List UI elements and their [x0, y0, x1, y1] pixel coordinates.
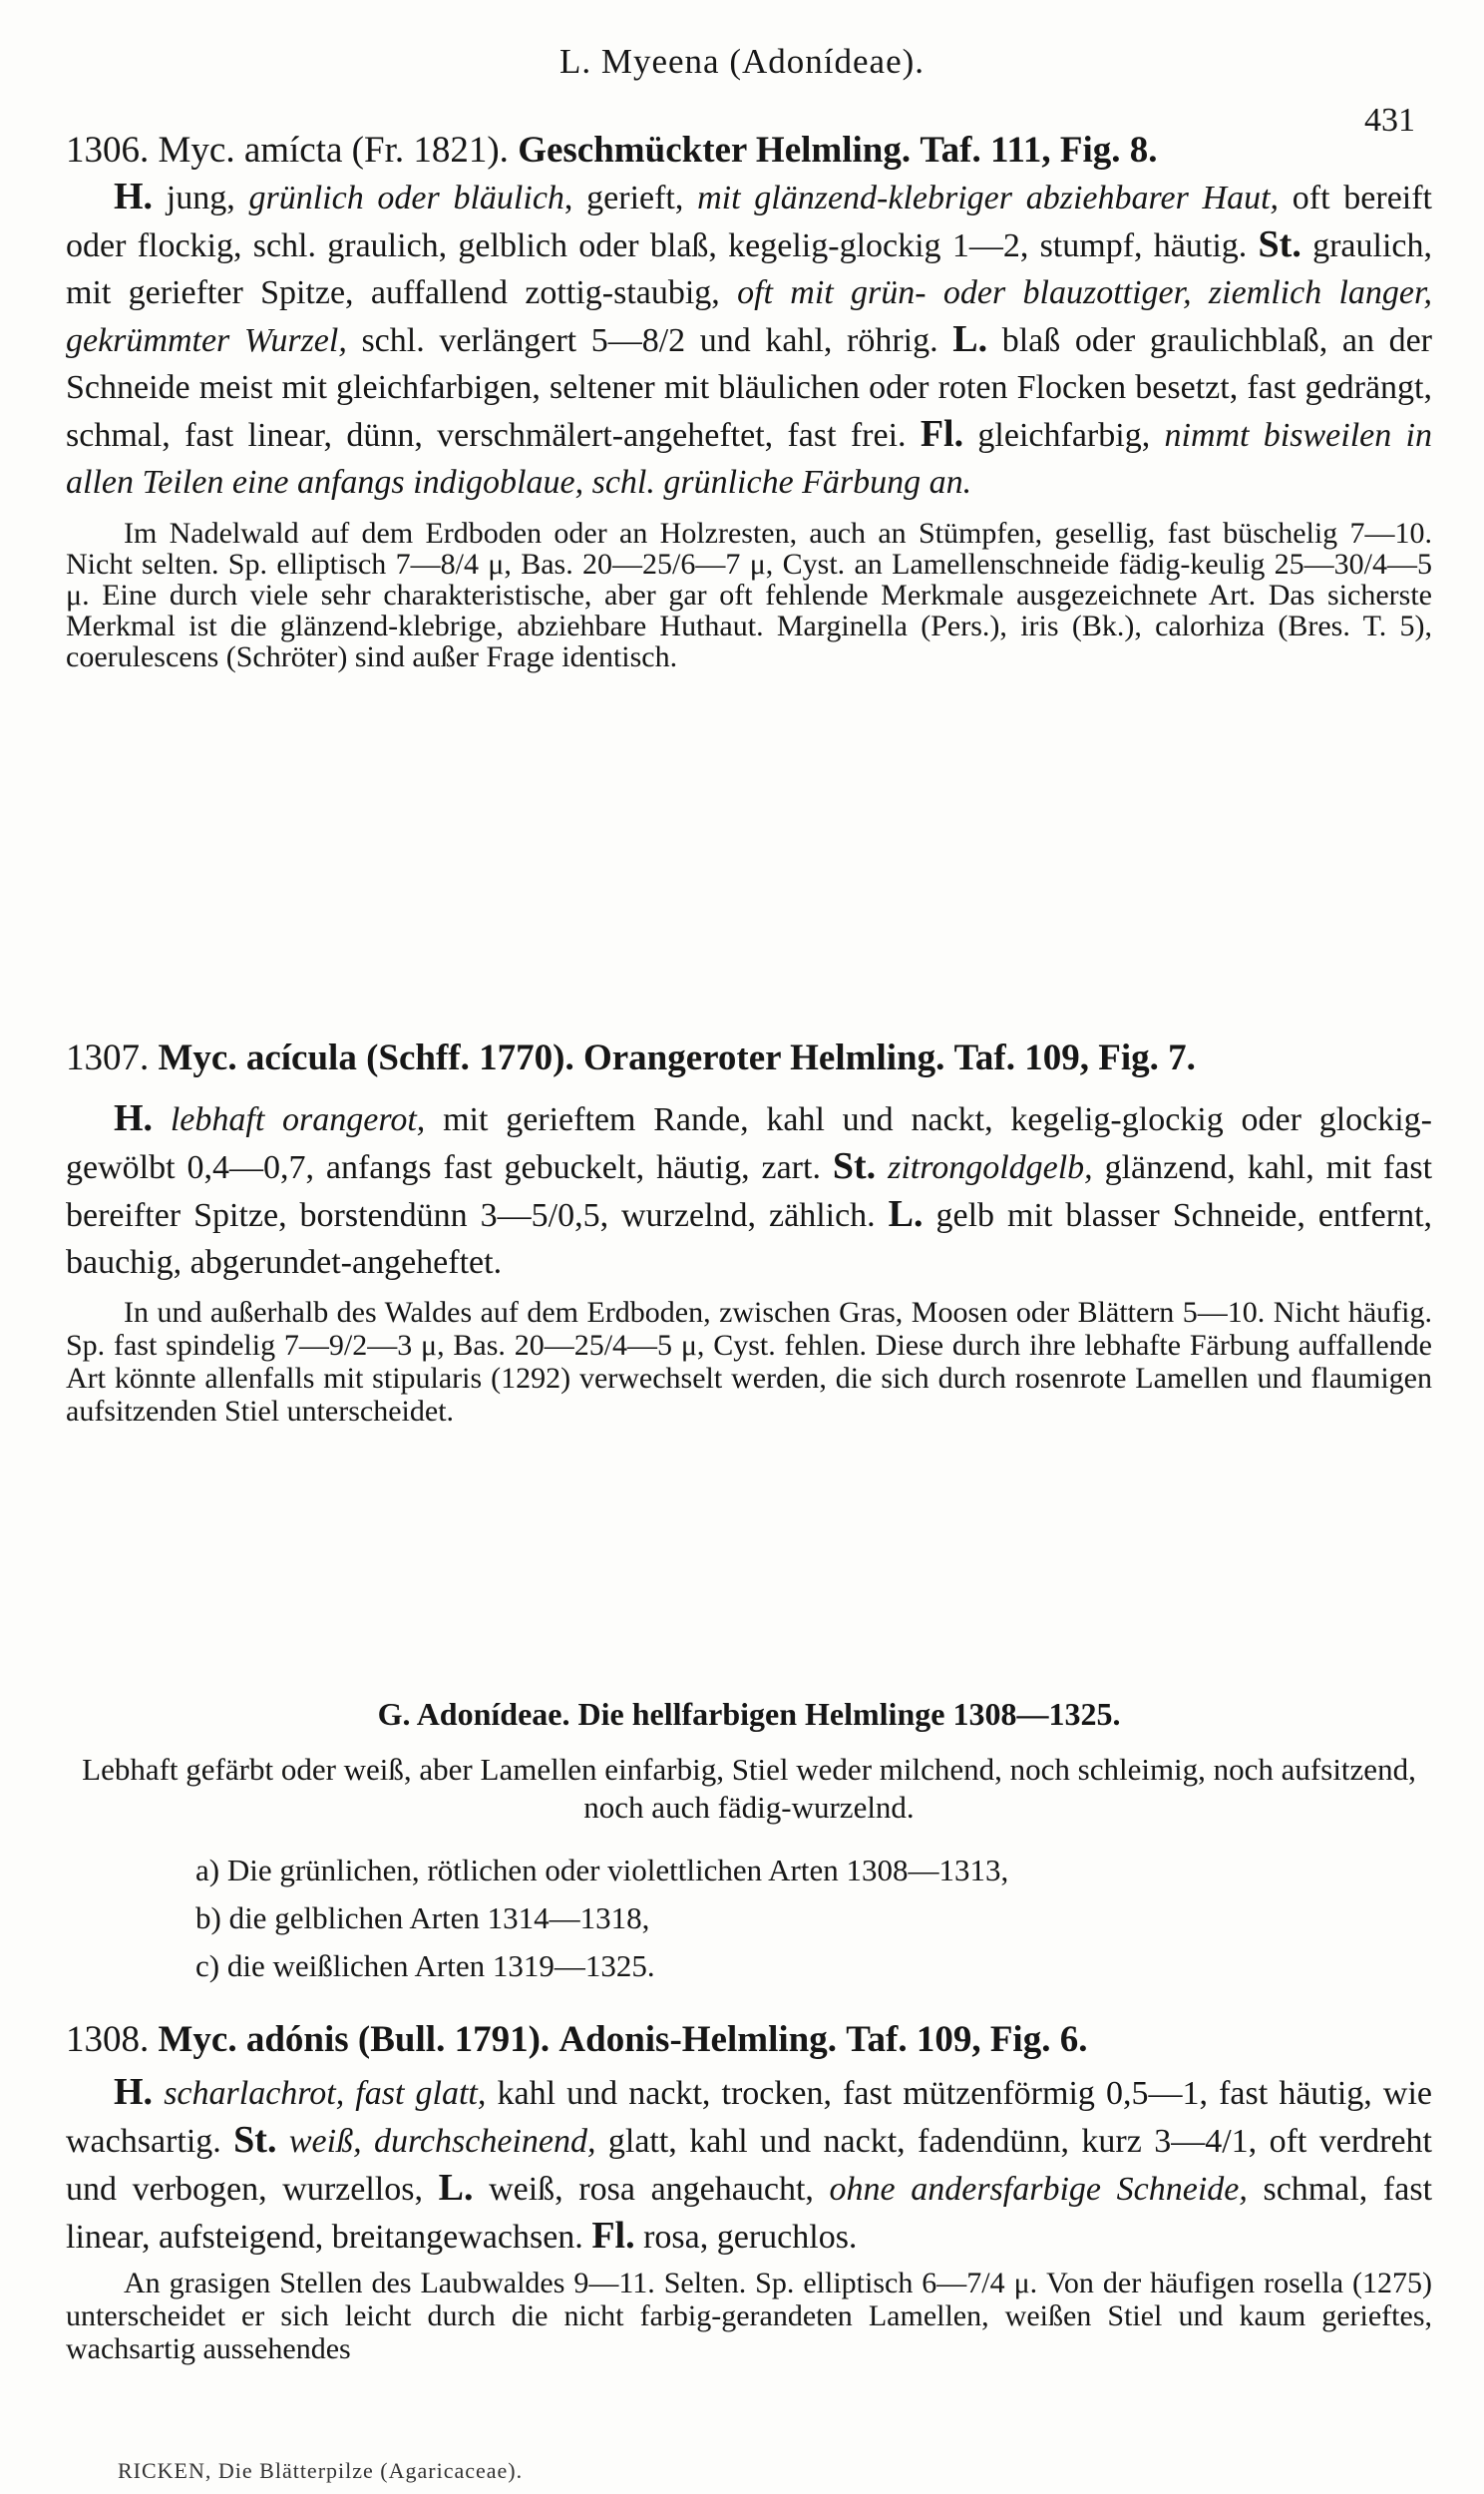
hat-text-italic: lebhaft orangerot,	[170, 1101, 426, 1138]
entry-number: 1307.	[66, 1038, 150, 1078]
entry-1307	[66, 1036, 1432, 1428]
lamellae-text: weiß, rosa angehaucht,	[473, 2171, 830, 2208]
section-group-g	[66, 1696, 1432, 1990]
flesh-text-italic: nimmt bisweilen in allen Teilen eine anfangs indigoblaue, schl. grünliche Färbung an.	[66, 417, 1432, 501]
stem-key: St.	[832, 1145, 877, 1187]
running-head: L. Myeena (Adonídeae).	[558, 42, 926, 81]
stem-key: St.	[1258, 223, 1301, 265]
latin-name: Myc. adónis (Bull. 1791).	[158, 2019, 551, 2060]
stem-text: graulich, mit geriefter Spitze, auffallend zottig-staubig,	[66, 227, 1433, 311]
hat-text: mit gerieftem Rande, kahl und nackt, kegelig-glockig oder glockig-gewölbt 0,4—0,7, anfangs fast gebuckelt, häutig, zart.	[66, 1101, 1433, 1186]
species-description	[66, 174, 1432, 506]
stem-text: schl. verlängert 5—8/2 und kahl, röhrig.	[346, 322, 938, 359]
latin-name: Myc. acícula (Schff. 1770).	[158, 1038, 574, 1078]
habitat-note-text: An grasigen Stellen des Laubwaldes 9—11. Selten. Sp. elliptisch 6—7/4 μ. Von der häufigen rosella (1275) unterscheidet er sich leicht durch die nicht farbig-gerandeten Lamellen, weißen Stiel und kaum gerieftes, wachsartig aussehendes	[66, 2267, 1432, 2365]
entry-heading	[66, 2017, 1432, 2063]
german-name: Orangeroter Helmling.	[582, 1038, 945, 1078]
plate-reference: Taf. 109, Fig. 7.	[953, 1038, 1196, 1078]
list-item: b) die gelblichen Arten 1314—1318,	[195, 1900, 650, 1935]
hat-text-italic: grünlich oder bläulich	[248, 180, 564, 216]
hat-key: H.	[114, 1097, 154, 1139]
list-item: c) die weißlichen Arten 1319—1325.	[195, 1948, 655, 1983]
habitat-note	[66, 1296, 1432, 1428]
flesh-text: gleichfarbig,	[963, 417, 1165, 454]
entry-heading	[66, 128, 1432, 174]
habitat-note	[66, 2267, 1432, 2365]
entry-number: 1306.	[66, 130, 150, 171]
german-name: Geschmückter Helmling.	[518, 130, 912, 171]
stem-text-italic: oft mit grün- oder blauzottiger, ziemlich langer, gekrümmter Wurzel,	[66, 274, 1432, 359]
flesh-key: Fl.	[920, 413, 964, 455]
hat-text: kahl und nackt, trocken, fast mützenförmig 0,5—1, fast häutig, wie wachsartig.	[66, 2075, 1433, 2160]
lamellae-key: L.	[888, 1193, 924, 1235]
hat-key: H.	[114, 176, 154, 217]
hat-text-italic: scharlachrot, fast glatt,	[164, 2075, 487, 2112]
hat-text: , gerieft,	[563, 180, 698, 216]
page-footer: RICKEN, Die Blätterpilze (Agaricaceae).	[118, 2458, 524, 2483]
plate-reference: Taf. 111, Fig. 8.	[920, 130, 1158, 171]
lamellae-text-italic: ohne andersfarbige Schneide,	[829, 2171, 1248, 2208]
entry-1308	[66, 2017, 1432, 2365]
latin-name: Myc. amícta (Fr. 1821).	[158, 130, 509, 171]
lamellae-text: schmal, fast linear, aufsteigend, breitangewachsen.	[66, 2171, 1433, 2256]
stem-text-italic: weiß, durchscheinend,	[288, 2123, 596, 2160]
habitat-note-text: In und außerhalb des Waldes auf dem Erdboden, zwischen Gras, Moosen oder Blättern 5—10. Nicht häufig. Sp. fast spindelig 7—9/2—3 μ, Bas. 20—25/4—5 μ, Cyst. fehlen. Diese durch ihre lebhafte Färbung auffallende Art könnte allenfalls mit stipularis (1292) verwechselt werden, die sich durch rosenrote Lamellen und flaumigen aufsitzenden Stiel unterscheidet.	[66, 1296, 1432, 1428]
habitat-note	[66, 518, 1432, 672]
stem-text: glänzend, kahl, mit fast bereifter Spitze, borstendünn 3—5/0,5, wurzelnd, zählich.	[66, 1149, 1433, 1234]
flesh-text: rosa, geruchlos.	[634, 2219, 858, 2256]
section-title: G. Adonídeae. Die hellfarbigen Helmlinge 1308—1325.	[377, 1696, 1121, 1732]
hat-key: H.	[114, 2071, 154, 2113]
german-name: Adonis-Helmling.	[558, 2019, 837, 2060]
hat-text-italic: mit glänzend-klebriger abziehbarer Haut,	[697, 180, 1280, 216]
subgroup-list	[195, 1847, 1432, 1990]
flesh-key: Fl.	[591, 2215, 635, 2257]
section-intro: Lebhaft gefärbt oder weiß, aber Lamellen einfarbig, Stiel weder milchend, noch schleimig, noch aufsitzend, noch auch fädig-wurzelnd.	[82, 1752, 1416, 1825]
entry-number: 1308.	[66, 2019, 150, 2060]
lamellae-text: gelb mit blasser Schneide, entfernt, bauchig, abgerundet-angeheftet.	[66, 1197, 1433, 1281]
list-item: a) Die grünlichen, rötlichen oder violettlichen Arten 1308—1313,	[195, 1853, 1009, 1887]
page-number: 431	[1364, 102, 1415, 139]
lamellae-key: L.	[438, 2167, 474, 2209]
habitat-note-text: Im Nadelwald auf dem Erdboden oder an Holzresten, auch an Stümpfen, gesellig, fast büschelig 7—10. Nicht selten. Sp. elliptisch 7—8/4 μ, Bas. 20—25/6—7 μ, Cyst. an Lamellenschneide fädig-keulig 25—30/4—5 μ. Eine durch viele sehr charakteristische, aber gar oft fehlende Merkmale ausgezeichnete Art. Das sicherste Merkmal ist die glänzend-klebrige, abziehbare Huthaut. Marginella (Pers.), iris (Bk.), calorhiza (Bres. T. 5), coerulescens (Schröter) sind außer Frage identisch.	[66, 517, 1432, 673]
lamellae-text: blaß oder graulichblaß, an der Schneide meist mit gleichfarbigen, seltener mit bläulichen oder roten Flocken besetzt, fast gedrängt, schmal, fast linear, dünn, verschmälert-angeheftet, fast frei.	[66, 322, 1432, 454]
stem-key: St.	[233, 2119, 277, 2161]
hat-text: oft bereift oder flockig, schl. graulich, gelblich oder blaß, kegelig-glockig 1—2, stumpf, häutig.	[66, 180, 1433, 264]
species-description	[66, 2069, 1432, 2261]
stem-text: glatt, kahl und nackt, fadendünn, kurz 3—4/1, oft verdreht und verbogen, wurzellos,	[66, 2123, 1432, 2208]
lamellae-key: L.	[952, 318, 988, 360]
hat-text: jung,	[166, 180, 249, 216]
stem-text-italic: zitrongoldgelb,	[888, 1149, 1093, 1186]
entry-1306	[66, 128, 1432, 672]
entry-heading	[66, 1036, 1432, 1081]
plate-reference: Taf. 109, Fig. 6.	[846, 2019, 1088, 2060]
species-description	[66, 1095, 1432, 1286]
